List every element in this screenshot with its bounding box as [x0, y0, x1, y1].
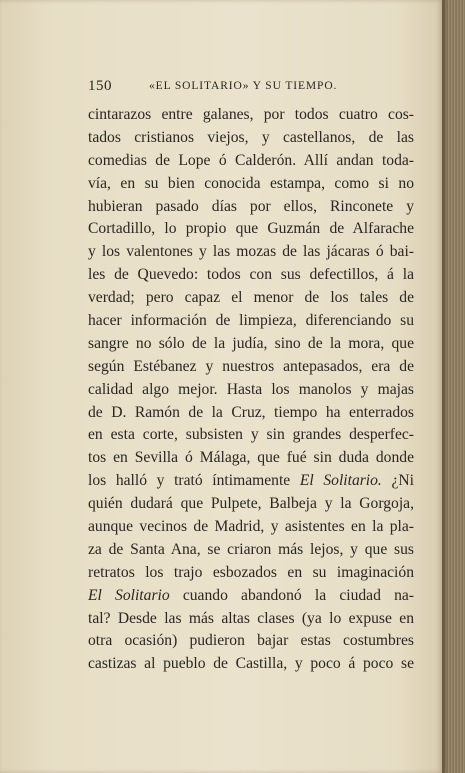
text-line: según Estébanez y nuestros antepasados, era de [88, 357, 414, 375]
text-line: retratos los trajo esbozados en su imaginación [88, 563, 414, 581]
text-line: vía, en su bien conocida estampa, como si no [88, 174, 414, 192]
italic-title: El Solitario. [299, 472, 382, 490]
text-line: los halló y trató íntimamente El Solitario. ¿Ni [88, 472, 414, 490]
text-line: hubieran pasado días por ellos, Rinconete y [88, 197, 414, 215]
text-line: de D. Ramón de la Cruz, tiempo ha enterrados [88, 403, 414, 421]
page-number: 150 [88, 78, 112, 94]
italic-title: El Solitario [88, 586, 170, 604]
text-line: comedias de Lope ó Calderón. Allí andan toda- [88, 151, 414, 169]
text-line: Cortadillo, lo propio que Guzmán de Alfarache [88, 220, 414, 238]
text-line: sangre no sólo de la judía, sino de la mora, que [88, 334, 414, 352]
text-line: tados cristianos viejos, y castellanos, de las [88, 128, 414, 146]
text-line: en esta corte, subsisten y sin grandes desperfec- [88, 426, 414, 444]
text-line: quién dudará que Pulpete, Balbeja y la Gorgoja, [88, 495, 414, 513]
text-line: verdad; pero capaz el menor de los tales de [88, 289, 414, 307]
running-head: «EL SOLITARIO» Y SU TIEMPO. [149, 80, 338, 92]
page-header [88, 78, 418, 96]
text-line: castizas al pueblo de Castilla, y poco á poco se [88, 655, 414, 673]
text-line: tos en Sevilla ó Málaga, que fué sin duda donde [88, 449, 414, 467]
text-line: cintarazos entre galanes, por todos cuatro cos- [88, 106, 414, 123]
text-line: otra ocasión) pudieron bajar estas costumbres [88, 632, 414, 650]
text-line: les de Quevedo: todos con sus defectillos, á la [88, 266, 414, 284]
book-page-edges [442, 0, 465, 773]
text-line: hacer información de limpieza, diferenciando su [88, 312, 414, 330]
text-line: El Solitario cuando abandonó la ciudad na- [88, 586, 414, 604]
text-line: calidad algo mejor. Hasta los manolos y majas [88, 380, 414, 398]
text-line: za de Santa Ana, se criaron más lejos, y que sus [88, 540, 414, 558]
body-text [88, 104, 414, 676]
text-line: y los valentones y las mozas de las jácaras ó bai- [88, 243, 414, 261]
text-line: aunque vecinos de Madrid, y asistentes en la pla- [88, 518, 414, 536]
text-line: tal? Desde las más altas clases (ya lo expuse en [88, 609, 414, 627]
